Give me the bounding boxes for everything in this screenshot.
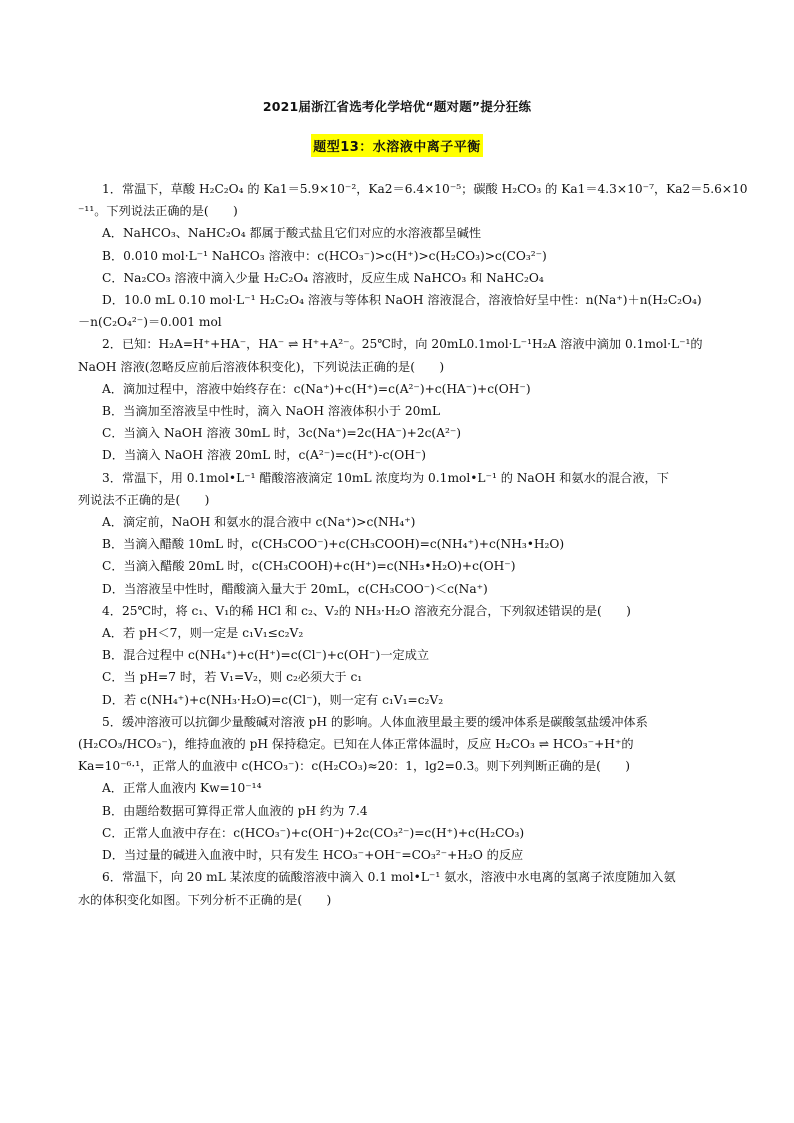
text-line: D．当过量的碱进入血液中时，只有发生 HCO₃⁻+OH⁻=CO₃²⁻+H₂O 的反应 — [102, 848, 524, 863]
text-line: C．当滴入醋酸 20mL 时，c(CH₃COOH)+c(H⁺)=c(NH₃•H₂O)+c(OH⁻) — [102, 559, 516, 574]
text-line: A．若 pH＜7，则一定是 c₁V₁≤c₂V₂ — [102, 626, 304, 641]
text-line: ⁻¹¹。下列说法正确的是( ) — [78, 204, 238, 219]
text-line: B．当滴入醋酸 10mL 时，c(CH₃COO⁻)+c(CH₃COOH)=c(NH₄⁺)+c(NH₃•H₂O) — [102, 537, 565, 552]
text-line: A．正常人血液内 Kw=10⁻¹⁴ — [102, 781, 262, 796]
text-line: 6．常温下，向 20 mL 某浓度的硫酸溶液中滴入 0.1 mol•L⁻¹ 氨水，溶液中水电离的氢离子浓度随加入氨 — [102, 870, 676, 885]
section-subtitle: 题型13：水溶液中离子平衡 — [311, 134, 483, 157]
text-line: D．当滴入 NaOH 溶液 20mL 时，c(A²⁻)=c(H⁺)-c(OH⁻) — [102, 448, 427, 463]
text-line: C．当 pH=7 时，若 V₁=V₂，则 c₂必须大于 c₁ — [102, 670, 363, 685]
text-line: A．滴定前，NaOH 和氨水的混合液中 c(Na⁺)>c(NH₄⁺) — [102, 515, 416, 530]
question-body — [78, 178, 748, 911]
text-line: C．当滴入 NaOH 溶液 30mL 时，3c(Na⁺)=2c(HA⁻)+2c(A²⁻) — [102, 426, 462, 441]
text-line: 3．常温下，用 0.1mol•L⁻¹ 醋酸溶液滴定 10mL 浓度均为 0.1mol•L⁻¹ 的 NaOH 和氨水的混合液，下 — [102, 470, 669, 485]
text-line: 1．常温下，草酸 H₂C₂O₄ 的 Ka1＝5.9×10⁻²，Ka2＝6.4×10⁻⁵；碳酸 H₂CO₃ 的 Ka1＝4.3×10⁻⁷，Ka2＝5.6×10 — [102, 182, 748, 196]
text-line: NaOH 溶液(忽略反应前后溶液体积变化)，下列说法正确的是( ) — [78, 359, 445, 374]
text-line: －n(C₂O₄²⁻)＝0.001 mol — [78, 315, 222, 330]
text-line: B．当滴加至溶液呈中性时，滴入 NaOH 溶液体积小于 20mL — [102, 404, 441, 419]
page-title: 2021届浙江省选考化学培优“题对题”提分狂练 — [262, 99, 532, 114]
text-line: 2．已知：H₂A=H⁺+HA⁻，HA⁻ ⇌ H⁺+A²⁻。25℃时，向 20mL0.1mol·L⁻¹H₂A 溶液中滴加 0.1mol·L⁻¹的 — [102, 337, 703, 352]
text-line: 水的体积变化如图。下列分析不正确的是( ) — [78, 892, 332, 907]
text-line: C．正常人血液中存在：c(HCO₃⁻)+c(OH⁻)+2c(CO₃²⁻)=c(H⁺)+c(H₂CO₃) — [102, 825, 525, 840]
text-line: C．Na₂CO₃ 溶液中滴入少量 H₂C₂O₄ 溶液时，反应生成 NaHCO₃ 和 NaHC₂O₄ — [102, 270, 544, 285]
subtitle-wrapper — [0, 134, 794, 157]
text-line: (H₂CO₃/HCO₃⁻)，维持血液的 pH 保持稳定。已知在人体正常体温时，反应 H₂CO₃ ⇌ HCO₃⁻+H⁺的 — [78, 737, 634, 752]
text-line: B．0.010 mol·L⁻¹ NaHCO₃ 溶液中：c(HCO₃⁻)>c(H⁺)>c(H₂CO₃)>c(CO₃²⁻) — [102, 248, 547, 263]
text-line: Ka=10⁻⁶·¹，正常人的血液中 c(HCO₃⁻)：c(H₂CO₃)≈20：1，lg2=0.3。则下列判断正确的是( ) — [78, 759, 631, 774]
text-line: 5．缓冲溶液可以抗御少量酸碱对溶液 pH 的影响。人体血液里最主要的缓冲体系是碳酸氢盐缓冲体系 — [102, 714, 648, 729]
text-line: 列说法不正确的是( ) — [78, 492, 210, 507]
text-line: D．10.0 mL 0.10 mol·L⁻¹ H₂C₂O₄ 溶液与等体积 NaOH 溶液混合，溶液恰好呈中性：n(Na⁺)＋n(H₂C₂O₄) — [102, 293, 702, 308]
text-line: A．滴加过程中，溶液中始终存在：c(Na⁺)+c(H⁺)=c(A²⁻)+c(HA⁻)+c(OH⁻) — [102, 381, 531, 396]
text-line: B．由题给数据可算得正常人血液的 pH 约为 7.4 — [102, 803, 368, 818]
text-line: B．混合过程中 c(NH₄⁺)+c(H⁺)=c(Cl⁻)+c(OH⁻)一定成立 — [102, 648, 430, 663]
text-line: 4．25℃时，将 c₁、V₁的稀 HCl 和 c₂、V₂的 NH₃·H₂O 溶液充分混合，下列叙述错误的是( ) — [102, 603, 631, 618]
text-line: D．当溶液呈中性时，醋酸滴入量大于 20mL，c(CH₃COO⁻)＜c(Na⁺) — [102, 581, 488, 596]
text-line: A．NaHCO₃、NaHC₂O₄ 都属于酸式盐且它们对应的水溶液都呈碱性 — [102, 226, 482, 241]
text-line: D．若 c(NH₄⁺)+c(NH₃·H₂O)=c(Cl⁻)，则一定有 c₁V₁=c₂V₂ — [102, 692, 444, 707]
